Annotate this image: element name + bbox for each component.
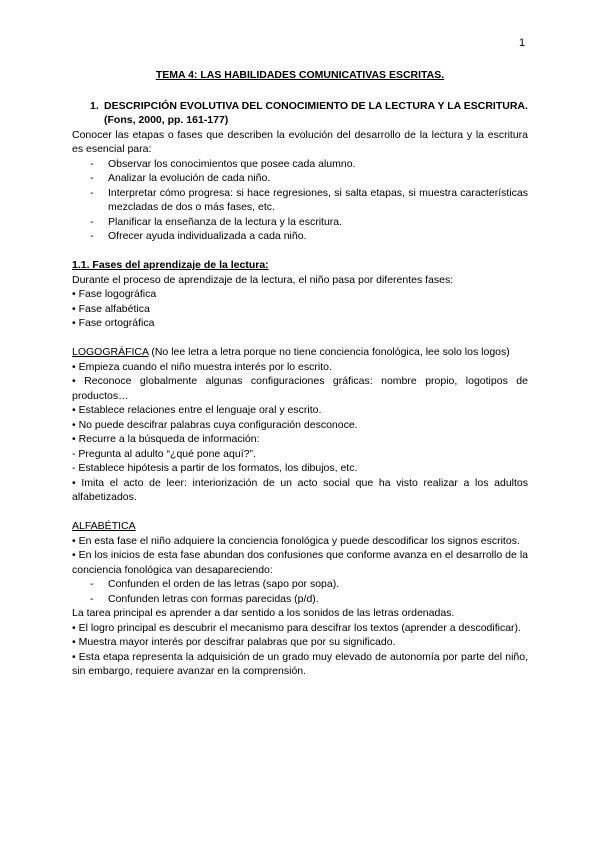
list-item: - Analizar la evolución de cada niño. bbox=[90, 172, 271, 184]
paragraph-line: • Esta etapa representa la adquisición de un grado muy elevado de autonomía por parte del niño, sin embargo, requiere avanzar en la comprensión. bbox=[72, 650, 528, 677]
paragraph-line: - Pregunta al adulto “¿qué pone aquí?”. bbox=[72, 447, 256, 460]
paragraph-line: • Muestra mayor interés por descifrar palabras que por su significado. bbox=[72, 636, 396, 648]
logografica-heading bbox=[72, 345, 528, 360]
paragraph-line: La tarea principal es aprender a dar sentido a los sonidos de las letras ordenadas. bbox=[72, 607, 455, 619]
list-item: - Confunden letras con formas parecidas (p/d). bbox=[90, 592, 319, 605]
list-item: - Ofrecer ayuda individualizada a cada niño. bbox=[90, 230, 307, 242]
phase-item: • Fase ortográfica bbox=[72, 317, 155, 329]
paragraph-line: • Imita el acto de leer: interiorización de un acto social que ha visto realizar a los adultos alfabetizados. bbox=[72, 476, 528, 503]
page-number: 1 bbox=[519, 37, 526, 49]
subsection-heading: 1.1. Fases del aprendizaje de la lectura: bbox=[72, 259, 269, 271]
section-number: 1. bbox=[90, 99, 99, 112]
paragraph-line: • Empieza cuando el niño muestra interés por lo escrito. bbox=[72, 360, 332, 373]
alfabetica-heading bbox=[72, 519, 528, 534]
section-title: DESCRIPCIÓN EVOLUTIVA DEL CONOCIMIENTO DE LA LECTURA Y LA ESCRITURA. (Fons, 2000, pp. 161-177) bbox=[104, 99, 528, 126]
document-body bbox=[72, 68, 528, 679]
list-item: - Observar los conocimientos que posee cada alumno. bbox=[90, 157, 356, 170]
list-item: - Planificar la enseñanza de la lectura y la escritura. bbox=[90, 215, 343, 228]
phase-item: • Fase logográfica bbox=[72, 288, 157, 300]
paragraph-line: • En los inicios de esta fase abundan dos confusiones que conforme avanza en el desarrollo de la conciencia fonológica van desapareciendo: bbox=[72, 549, 528, 576]
paragraph-line: • No puede descifrar palabras cuya configuración desconoce. bbox=[72, 418, 358, 431]
section-heading bbox=[72, 99, 528, 128]
purpose-list bbox=[72, 157, 528, 244]
document-title: TEMA 4: LAS HABILIDADES COMUNICATIVAS ESCRITAS. bbox=[155, 69, 445, 81]
logografica-label: LOGOGRÁFICA bbox=[72, 346, 149, 358]
paragraph-line: • Reconoce globalmente algunas configuraciones gráficas: nombre propio, logotipos de productos… bbox=[72, 375, 528, 402]
list-item: - Confunden el orden de las letras (sapo por sopa). bbox=[90, 578, 340, 590]
phase-item: • Fase alfabética bbox=[72, 302, 150, 315]
subsection-intro: Durante el proceso de aprendizaje de la lectura, el niño pasa por diferentes fases: bbox=[72, 273, 454, 286]
paragraph-line: • Recurre a la búsqueda de información: bbox=[72, 433, 260, 445]
list-item: - Interpretar cómo progresa: si hace regresiones, si salta etapas, si muestra características mezcladas de dos o más fases, etc. bbox=[90, 186, 528, 213]
alfabetica-label: ALFABÉTICA bbox=[72, 520, 136, 532]
logografica-note: (No lee letra a letra porque no tiene conciencia fonológica, lee solo los logos) bbox=[148, 346, 510, 358]
confusion-list bbox=[72, 577, 528, 606]
paragraph-line: • El logro principal es descubrir el mecanismo para descifrar los textos (aprender a descodificar). bbox=[72, 621, 521, 634]
section-intro: Conocer las etapas o fases que describen la evolución del desarrollo de la lectura y la escritura es esencial para: bbox=[72, 128, 528, 155]
paragraph-line: • En esta fase el niño adquiere la conciencia fonológica y puede descodificar los signos escritos. bbox=[72, 534, 520, 547]
paragraph-line: - Establece hipótesis a partir de los formatos, los dibujos, etc. bbox=[72, 462, 358, 474]
paragraph-line: • Establece relaciones entre el lenguaje oral y escrito. bbox=[72, 404, 322, 416]
